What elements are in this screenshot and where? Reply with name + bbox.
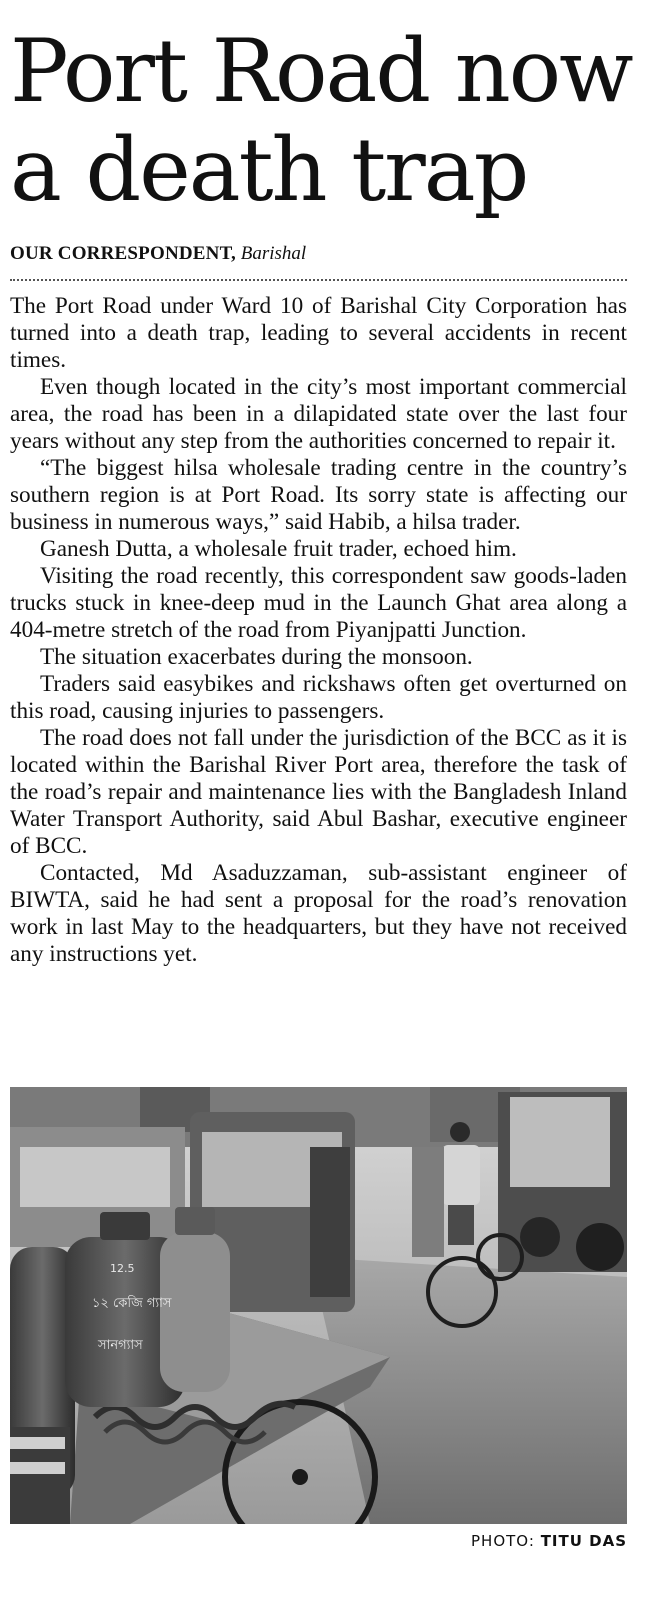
paragraph: “The biggest hilsa wholesale trading centre in the country’s southern region is at Port Road. Its sorry state is affecting our business in numerous ways,” said Habib, a hilsa trader. <box>10 455 627 535</box>
paragraph: The situation exacerbates during the monsoon. <box>40 644 473 670</box>
dotted-divider <box>10 279 627 281</box>
headline-line-2: a death trap <box>10 119 528 221</box>
photo-illustration <box>10 1087 627 1524</box>
paragraph: The Port Road under Ward 10 of Barishal City Corporation has turned into a death trap, leading to several accidents in recent times. <box>10 293 627 373</box>
paragraph: The road does not fall under the jurisdiction of the BCC as it is located within the Barishal River Port area, therefore the task of the road’s repair and maintenance lies with the Bangladesh Inland Water Transport Authority, said Abul Bashar, executive engineer of BCC. <box>10 725 627 859</box>
photo-credit-name: TITU DAS <box>540 1532 627 1550</box>
paragraph: Contacted, Md Asaduzzaman, sub-assistant engineer of BIWTA, said he had sent a proposal for the road’s renovation work in last May to the headquarters, but they have not received any instructions yet. <box>10 860 627 967</box>
byline <box>10 243 306 265</box>
photo-credit-label: PHOTO: <box>471 1532 535 1550</box>
headline-line-1: Port Road now <box>10 20 632 122</box>
cylinder-brand-label: সানগ্যাস <box>98 1338 143 1353</box>
news-photo <box>10 1087 627 1524</box>
cylinder-size-label: 12.5 <box>110 1262 135 1275</box>
byline-reporter: OUR CORRESPONDENT, <box>10 243 236 264</box>
paragraph: Even though located in the city’s most important commercial area, the road has been in a dilapidated state over the last four years without any step from the authorities concerned to repair it. <box>10 374 627 454</box>
paragraph: Visiting the road recently, this correspondent saw goods-laden trucks stuck in knee-deep mud in the Launch Ghat area along a 404-metre stretch of the road from Piyanjpatti Junction. <box>10 563 627 643</box>
article-body <box>10 293 627 968</box>
paragraph: Traders said easybikes and rickshaws often get overturned on this road, causing injuries to passengers. <box>10 671 627 724</box>
photo-credit <box>471 1532 627 1550</box>
headline <box>10 20 632 221</box>
newspaper-article <box>10 0 632 1550</box>
byline-place: Barishal <box>240 243 307 264</box>
cylinder-bangla-label: ১২ কেজি গ্যাস <box>92 1296 172 1311</box>
paragraph: Ganesh Dutta, a wholesale fruit trader, echoed him. <box>40 536 517 562</box>
